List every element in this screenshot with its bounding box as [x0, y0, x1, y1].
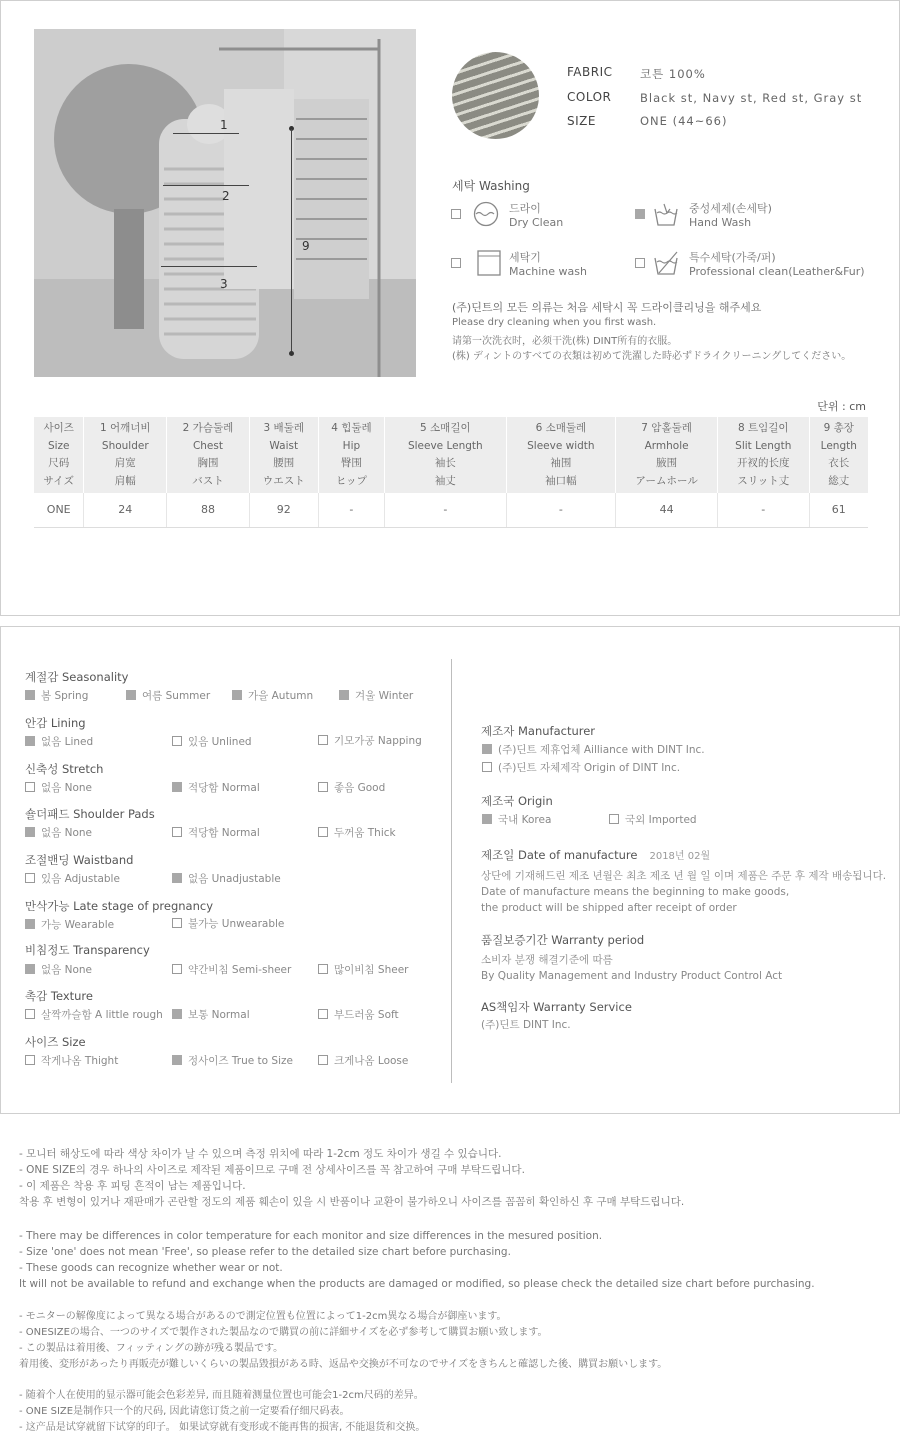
fabric-value: 코튼 100% — [640, 67, 706, 81]
size-label: SIZE — [567, 114, 596, 128]
checkbox[interactable] — [318, 964, 328, 974]
wash-note-zh: 请第一次洗衣时，必须干洗(株) DINT所有的衣服。 — [452, 336, 678, 347]
lining-title: 안감 Lining — [25, 716, 86, 730]
dry-clean-checkbox[interactable] — [451, 209, 461, 219]
notice-ko: - 모니터 해상도에 따라 색상 차이가 날 수 있으며 측정 위치에 따라 1-2cm 정도 차이가 생길 수 있습니다. - ONE SIZE의 경우 하나의 사이즈로 제작된 제품이므로 구매 전 상세사이즈를 꼭 참고하여 구매 부탁드립니다. - 이 제품은 착용 후 피팅 흔적이 남는 제품입니다. 착용 후 변형이 있거나 재판매가 곤란할 정도의 제품 훼손이 있을 시 반품이나 교환이 불가하오니 사이즈를 꼼꼼히 확인하신 후 구매 부탁드립니다. — [19, 1148, 685, 1208]
measure-line-chest — [163, 185, 249, 186]
stretch-title: 신축성 Stretch — [25, 762, 104, 776]
option-autumn[interactable]: 가을 Autumn — [232, 688, 313, 703]
dry-clean-label — [509, 202, 563, 230]
option-pads-normal[interactable]: 적당함 Normal — [172, 825, 260, 840]
measure-dot-bottom — [289, 351, 294, 356]
col-slit-length: 8 트임길이 Slit Length 开衩的长度 スリット丈 — [717, 417, 809, 493]
professional-clean-icon — [653, 250, 679, 276]
option-stretch-normal[interactable]: 적당함 Normal — [172, 780, 260, 795]
product-photo — [34, 29, 416, 377]
option-transparency-none[interactable]: 없음 None — [25, 962, 92, 977]
transparency-title: 비침정도 Transparency — [25, 943, 150, 957]
checkbox[interactable] — [172, 873, 182, 883]
notice-ja: - モニターの解像度によって異なる場合があるので測定位置も位置によって1-2cm異なる場合が御座います。 - ONESIZEの場合、一つのサイズで製作された製品なので購買の前に詳細サイズを必ず参考して購買お願い致します。 - この製品は着用後、フィッティングの跡が残る製品です。 着用後、変形があったり再販売が難しいくらいの製品毀損がある時、返品や交換が不可なのでサイズをきちんと確認した後、購買お願いします。 — [19, 1311, 668, 1370]
warranty-period-title: 품질보증기간 Warranty period — [481, 933, 645, 947]
cell-armhole: 44 — [616, 493, 718, 527]
option-imported[interactable]: 국외 Imported — [609, 812, 697, 827]
checkbox[interactable] — [25, 736, 35, 746]
checkbox[interactable] — [25, 782, 35, 792]
checkbox[interactable] — [172, 736, 182, 746]
fabric-label: FABRIC — [567, 65, 613, 79]
notice-en: - There may be differences in color temperature for each monitor and size differences in the mesured position. - Size 'one' does not mean 'Free', so please refer to the detailed size chart before purchasing. - These goods can recognize whether wear or not. It will not be available to refund and exchange when the products are damaged or modified, so please check the detailed size chart before purchasing. — [19, 1230, 815, 1290]
option-wearable[interactable]: 가능 Wearable — [25, 917, 114, 932]
cell-waist: 92 — [249, 493, 318, 527]
measure-point-1: 1 — [220, 118, 228, 132]
option-napping[interactable]: 기모가공 Napping — [318, 733, 422, 748]
machine-wash-icon — [476, 250, 502, 276]
option-rough[interactable]: 살짝까슬함 A little rough — [25, 1007, 163, 1022]
cell-shoulder: 24 — [84, 493, 167, 527]
size-value: ONE (44~66) — [640, 114, 728, 128]
option-unlined[interactable]: 있음 Unlined — [172, 734, 252, 749]
pregnancy-title: 만삭가능 Late stage of pregnancy — [25, 899, 214, 913]
dry-clean-ko: 드라이 — [509, 202, 541, 215]
checkbox[interactable] — [482, 814, 492, 824]
col-sleeve-width: 6 소매둘레 Sleeve width 袖围 袖口幅 — [506, 417, 616, 493]
option-semi-sheer[interactable]: 약간비침 Semi-sheer — [172, 962, 291, 977]
manufacture-date-desc: 상단에 기재해드린 제조 년월은 최초 제조 년 월 일 이며 제품은 주문 후 제작 배송됩니다. Date of manufacture means the beginning to make goods, the product will be shipped after receipt of order — [481, 870, 887, 914]
notice-section — [0, 1140, 900, 1450]
option-adjustable[interactable]: 있음 Adjustable — [25, 871, 120, 886]
notice-zh: - 随着个人在使用的显示器可能会色彩差异, 而且随着测量位置也可能会1-2cm尺码的差异。 - ONE SIZE是制作只一个的尺码, 因此请您订货之前一定要看仔细尺码表。 - 这产品是试穿就留下试穿的印子。 如果试穿就有变形或不能再售的损害, 不能退货和交换。 — [19, 1390, 426, 1433]
option-pads-thick[interactable]: 두꺼움 Thick — [318, 825, 396, 840]
warranty-period-desc: 소비자 분쟁 해결기준에 따름 By Quality Management and Industry Product Control Act — [481, 954, 783, 982]
size-table — [34, 417, 868, 528]
professional-clean-label — [689, 251, 865, 279]
wash-note-ja: (株) ディントのすべての衣類は初めて洗濯した時必ずドライクリーニングしてください。 — [452, 351, 852, 362]
cell-sleeve-length: - — [385, 493, 506, 527]
manufacture-date-value: 2018년 02월 — [649, 851, 711, 862]
option-winter[interactable]: 겨울 Winter — [339, 688, 413, 703]
measure-point-3: 3 — [220, 277, 228, 291]
option-manufacturer-origin[interactable]: (주)딘트 자체제작 Origin of DINT Inc. — [482, 760, 680, 775]
professional-clean-ko: 특수세탁(가죽/퍼) — [689, 251, 776, 264]
warranty-service-title: AS책임자 Warranty Service — [481, 1000, 632, 1014]
checkbox[interactable] — [172, 1009, 182, 1019]
checkbox[interactable] — [318, 1009, 328, 1019]
checkbox[interactable] — [482, 744, 492, 754]
option-sheer[interactable]: 많이비침 Sheer — [318, 962, 408, 977]
option-stretch-none[interactable]: 없음 None — [25, 780, 92, 795]
color-value: Black st, Navy st, Red st, Gray st — [640, 91, 863, 105]
cell-size: ONE — [34, 493, 84, 527]
checkbox[interactable] — [318, 782, 328, 792]
checkbox[interactable] — [172, 964, 182, 974]
measure-line-waist — [161, 266, 257, 267]
hand-wash-en: Hand Wash — [689, 216, 752, 229]
hand-wash-icon — [653, 201, 679, 227]
machine-wash-label — [509, 251, 587, 279]
texture-title: 촉감 Texture — [25, 989, 93, 1003]
option-tight[interactable]: 작게나옴 Thight — [25, 1053, 118, 1068]
col-size: 사이즈 Size 尺码 サイズ — [34, 417, 84, 493]
checkbox[interactable] — [25, 919, 35, 929]
dry-clean-icon — [473, 201, 499, 227]
manufacturer-title: 제조자 Manufacturer — [481, 724, 596, 738]
option-spring[interactable]: 봄 Spring — [25, 688, 88, 703]
option-summer[interactable]: 여름 Summer — [126, 688, 210, 703]
checkbox[interactable] — [339, 690, 349, 700]
option-lined[interactable]: 없음 Lined — [25, 734, 93, 749]
checkbox[interactable] — [172, 918, 182, 928]
option-texture-normal[interactable]: 보통 Normal — [172, 1007, 250, 1022]
machine-wash-checkbox[interactable] — [451, 258, 461, 268]
dry-clean-en: Dry Clean — [509, 216, 564, 229]
option-unadjustable[interactable]: 없음 Unadjustable — [172, 871, 281, 886]
option-unwearable[interactable]: 불가능 Unwearable — [172, 916, 284, 931]
professional-clean-en: Professional clean(Leather&Fur) — [689, 265, 865, 278]
cell-length: 61 — [809, 493, 868, 527]
seasonality-title: 계절감 Seasonality — [25, 670, 129, 684]
checkbox[interactable] — [232, 690, 242, 700]
col-sleeve-length: 5 소매길이 Sleeve Length 袖长 袖丈 — [385, 417, 506, 493]
checkbox[interactable] — [318, 735, 328, 745]
machine-wash-en: Machine wash — [509, 265, 587, 278]
size-fit-title: 사이즈 Size — [25, 1035, 86, 1049]
hand-wash-label — [689, 202, 772, 230]
hand-wash-checkbox[interactable] — [635, 209, 645, 219]
washing-title: 세탁 Washing — [452, 179, 530, 193]
cell-sleeve-width: - — [506, 493, 616, 527]
option-stretch-good[interactable]: 좋음 Good — [318, 780, 385, 795]
checkbox[interactable] — [25, 964, 35, 974]
col-hip: 4 힙둘레 Hip 臀围 ヒップ — [318, 417, 384, 493]
checkbox[interactable] — [609, 814, 619, 824]
wash-note-en: Please dry cleaning when you first wash. — [452, 317, 657, 328]
checkbox[interactable] — [482, 762, 492, 772]
col-length: 9 총장 Length 衣长 総丈 — [809, 417, 868, 493]
checkbox[interactable] — [25, 690, 35, 700]
checkbox[interactable] — [25, 873, 35, 883]
measure-line-length — [291, 129, 292, 354]
warranty-service-desc: (주)딘트 DINT Inc. — [481, 1019, 571, 1031]
cell-hip: - — [318, 493, 384, 527]
checkbox[interactable] — [126, 690, 136, 700]
option-true-to-size[interactable]: 정사이즈 True to Size — [172, 1053, 293, 1068]
checkbox[interactable] — [25, 1055, 35, 1065]
machine-wash-ko: 세탁기 — [509, 251, 541, 264]
wash-note-ko: (주)딘트의 모든 의류는 처음 세탁시 꼭 드라이클리닝을 해주세요 — [452, 301, 762, 314]
checkbox[interactable] — [172, 782, 182, 792]
color-label: COLOR — [567, 90, 612, 104]
option-soft[interactable]: 부드러움 Soft — [318, 1007, 399, 1022]
option-korea[interactable]: 국내 Korea — [482, 812, 551, 827]
size-unit: 단위 : cm — [817, 400, 866, 413]
origin-title: 제조국 Origin — [481, 794, 553, 808]
waistband-title: 조절밴딩 Waistband — [25, 853, 134, 867]
hand-wash-ko: 중성세제(손세탁) — [689, 202, 772, 215]
checkbox[interactable] — [318, 1055, 328, 1065]
product-info-section — [0, 0, 900, 616]
size-table-header — [34, 417, 868, 493]
checkbox[interactable] — [25, 1009, 35, 1019]
professional-clean-checkbox[interactable] — [635, 258, 645, 268]
col-shoulder: 1 어깨너비 Shoulder 肩宽 肩幅 — [84, 417, 167, 493]
cell-slit-length: - — [717, 493, 809, 527]
column-divider — [451, 659, 452, 1083]
checkbox[interactable] — [25, 827, 35, 837]
checkbox[interactable] — [172, 827, 182, 837]
option-loose[interactable]: 크게나옴 Loose — [318, 1053, 408, 1068]
col-waist: 3 배둘레 Waist 腰围 ウエスト — [249, 417, 318, 493]
product-details-section — [0, 626, 900, 1114]
checkbox[interactable] — [318, 827, 328, 837]
fabric-swatch — [452, 52, 539, 139]
col-armhole: 7 암홀둘레 Armhole 腋围 アームホール — [616, 417, 718, 493]
option-pads-none[interactable]: 없음 None — [25, 825, 92, 840]
product-photo-illustration — [34, 29, 416, 377]
checkbox[interactable] — [172, 1055, 182, 1065]
table-row — [34, 493, 868, 527]
measure-point-9: 9 — [302, 239, 310, 253]
measure-point-2: 2 — [222, 189, 230, 203]
shoulder-pads-title: 숄더패드 Shoulder Pads — [25, 807, 155, 821]
col-chest: 2 가슴둘레 Chest 胸围 バスト — [167, 417, 250, 493]
option-manufacturer-alliance[interactable]: (주)딘트 제휴업체 Ailliance with DINT Inc. — [482, 742, 705, 757]
cell-chest: 88 — [167, 493, 250, 527]
manufacture-date-title: 제조일 Date of manufacture 2018년 02월 — [481, 848, 711, 862]
measure-line-shoulder — [173, 133, 239, 134]
